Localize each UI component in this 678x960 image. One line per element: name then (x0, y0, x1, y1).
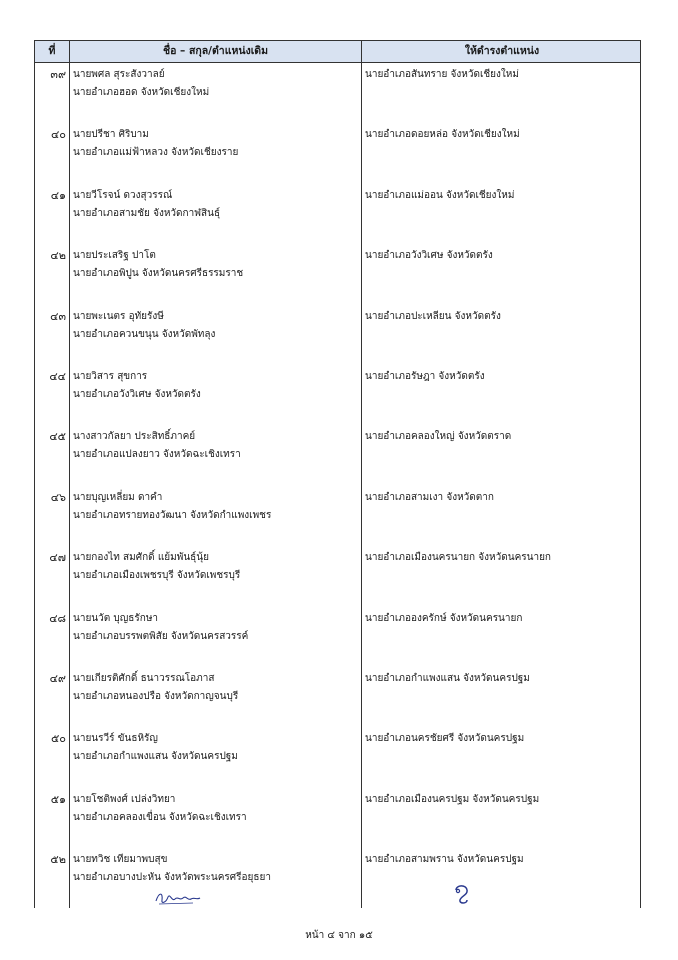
new-position: นายอำเภอสันทราย จังหวัดเชียงใหม่ (365, 69, 519, 80)
old-position: นายอำเภอบางปะหัน จังหวัดพระนครศรีอยุธยา (73, 872, 271, 884)
old-position: นายอำเภอแม่ฟ้าหลวง จังหวัดเชียงราย (73, 147, 239, 159)
old-position: นายอำเภอควนขนุน จังหวัดพัทลุง (73, 328, 216, 340)
new-position: นายอำเภอรัษฎา จังหวัดตรัง (365, 371, 485, 382)
old-position: นายอำเภอหนองปรือ จังหวัดกาญจนบุรี (73, 691, 239, 702)
row-number: ๔๐ (50, 128, 66, 142)
new-position: นายอำเภอเมืองนครนายก จังหวัดนครนายก (365, 552, 551, 564)
row-number: ๔๙ (49, 672, 66, 685)
table-row (35, 247, 640, 307)
old-position: นายอำเภอบรรพตพิสัย จังหวัดนครสวรรค์ (73, 630, 249, 642)
row-number: ๔๑ (50, 188, 66, 202)
person-name: นายนรวีร์ ขันธหิรัญ (73, 733, 158, 745)
old-position: นายอำเภอฮอด จังหวัดเชียงใหม่ (73, 87, 210, 98)
table-row (35, 126, 640, 186)
person-name: นายประเสริฐ ปาโต (73, 250, 156, 262)
table-row (35, 730, 640, 790)
row-number: ๔๔ (49, 370, 66, 383)
person-name: นายเกียรติศักดิ์ ธนาวรรณโอภาส (73, 673, 215, 684)
table-row (35, 428, 640, 488)
new-position: นายอำเภอแม่ออน จังหวัดเชียงใหม่ (365, 189, 515, 201)
header-no: ที่ (48, 45, 56, 57)
person-name: นายพศล สุระสังวาลย์ (73, 69, 165, 80)
header-new-position: ให้ดำรงตำแหน่ง (464, 45, 540, 57)
old-position: นายอำเภอแปลงยาว จังหวัดฉะเชิงเทรา (73, 449, 241, 461)
person-name: นางสาวกัลยา ประสิทธิ์ภาคย์ (73, 431, 196, 443)
table-row (35, 489, 640, 549)
new-position: นายอำเภอนครชัยศรี จังหวัดนครปฐม (365, 733, 525, 745)
table-row (35, 851, 640, 911)
new-position: นายอำเภอสามเงา จังหวัดตาก (365, 491, 494, 503)
page-footer: หน้า ๔ จาก ๑๕ (305, 930, 373, 941)
table-row (35, 66, 640, 126)
table-header (35, 41, 640, 63)
row-number: ๔๗ (49, 551, 66, 565)
new-position: นายอำเภอกำแพงแสน จังหวัดนครปฐม (365, 673, 530, 684)
new-position: นายอำเภอปะเหลียน จังหวัดตรัง (365, 310, 501, 322)
person-name: นายโชติพงศ์ เปล่งวิทยา (73, 793, 176, 805)
old-position: นายอำเภอพิปูน จังหวัดนครศรีธรรมราช (73, 268, 244, 280)
old-position: นายอำเภอสามชัย จังหวัดกาฬสินธุ์ (73, 207, 221, 219)
table-row (35, 308, 640, 368)
row-number: ๕๒ (50, 853, 66, 867)
signature-mark (153, 889, 203, 907)
header-name-old-position: ชื่อ – สกุล/ตำแหน่งเดิม (162, 45, 269, 57)
row-number: ๔๓ (50, 309, 66, 323)
row-number: ๕๑ (50, 792, 66, 806)
new-position: นายอำเภอเมืองนครปฐม จังหวัดนครปฐม (365, 793, 540, 805)
person-name: นายกองไท สมศักดิ์ แย้มพันธุ์นุ้ย (73, 552, 209, 564)
table-row (35, 670, 640, 730)
new-position: นายอำเภอคลองใหญ่ จังหวัดตราด (365, 431, 512, 443)
old-position: นายอำเภอทรายทองวัฒนา จังหวัดกำแพงเพชร (73, 509, 272, 521)
table-row (35, 610, 640, 670)
new-position: นายอำเภอวังวิเศษ จังหวัดตรัง (365, 250, 493, 262)
table-row (35, 368, 640, 428)
row-number: ๕๐ (50, 732, 66, 746)
appointment-table (34, 40, 641, 908)
person-name: นายวิสาร สุขการ (73, 371, 148, 382)
person-name: นายทวิช เทียมาพบสุข (73, 854, 168, 866)
old-position: นายอำเภอวังวิเศษ จังหวัดตรัง (73, 389, 201, 400)
person-name: นายปรีชา ศิริบาม (73, 129, 149, 141)
initial-mark (452, 883, 472, 905)
row-number: ๔๖ (50, 490, 66, 504)
person-name: นายวีโรจน์ ดวงสุวรรณ์ (73, 189, 173, 201)
old-position: นายอำเภอกำแพงแสน จังหวัดนครปฐม (73, 751, 238, 763)
person-name: นายพะเนตร อุทัยรังษี (73, 310, 164, 322)
person-name: นายบุญเหลี่ยม ดาคำ (73, 491, 163, 503)
new-position: นายอำเภอดอยหล่อ จังหวัดเชียงใหม่ (365, 129, 520, 141)
table-row (35, 549, 640, 609)
row-number: ๔๒ (50, 249, 66, 263)
old-position: นายอำเภอคลองเขื่อน จังหวัดฉะเชิงเทรา (73, 811, 247, 823)
row-number: ๔๘ (49, 611, 66, 625)
table-row (35, 187, 640, 247)
row-number: ๔๕ (49, 430, 66, 444)
old-position: นายอำเภอเมืองเพชรบุรี จังหวัดเพชรบุรี (73, 570, 241, 582)
person-name: นายนวัต บุญธรักษา (73, 612, 159, 624)
new-position: นายอำเภอสามพราน จังหวัดนครปฐม (365, 854, 524, 866)
new-position: นายอำเภอองครักษ์ จังหวัดนครนายก (365, 612, 523, 624)
table-row (35, 791, 640, 851)
row-number: ๓๙ (50, 68, 66, 81)
